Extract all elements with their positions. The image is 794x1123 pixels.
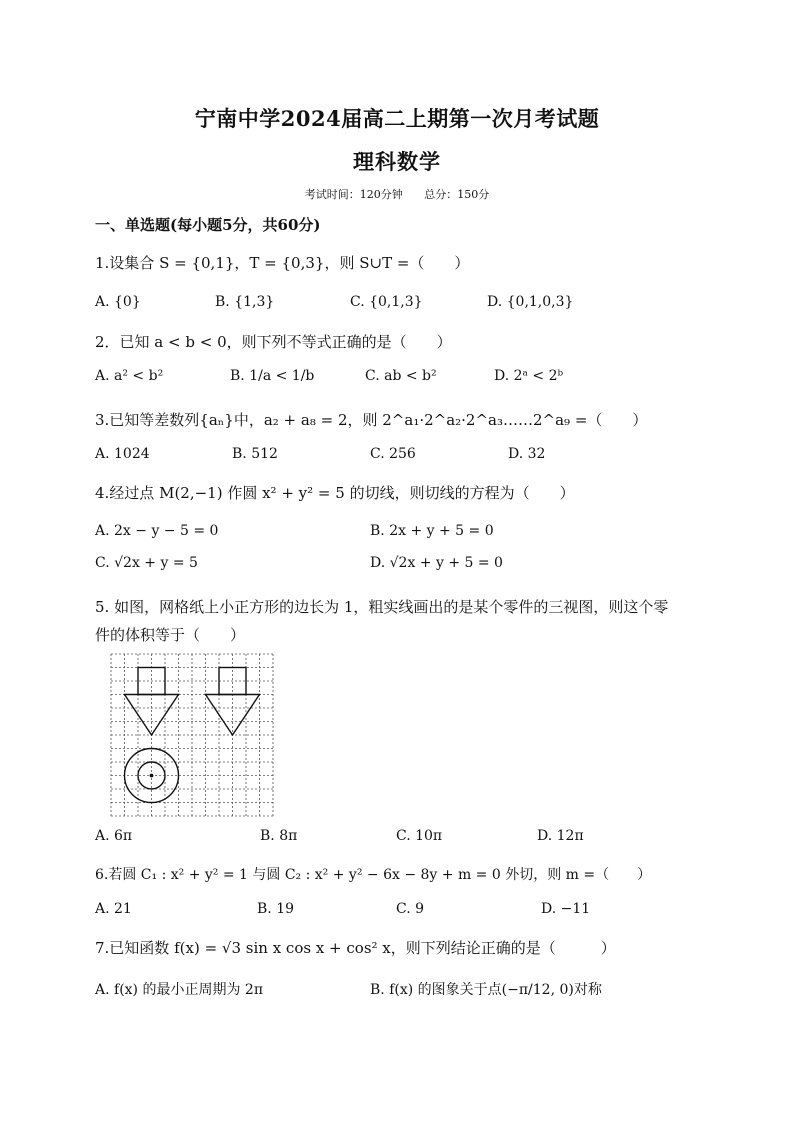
question-4-option-d: D. √2x + y + 5 = 0 (370, 555, 503, 571)
question-4-stem: 4.经过点 M(2,−1) 作圆 x² + y² = 5 的切线，则切线的方程为（ ） (95, 484, 575, 502)
question-2-option-d: D. 2ᵃ < 2ᵇ (494, 368, 564, 384)
question-3-option-b: B. 512 (232, 446, 278, 462)
question-5-stem-line-1: 5. 如图，网格纸上小正方形的边长为 1，粗实线画出的是某个零件的三视图，则这个零 (95, 598, 669, 616)
question-5-option-b: B. 8π (260, 828, 298, 844)
exam-subject: 理科数学 (353, 149, 441, 174)
question-3-option-c: C. 256 (370, 446, 416, 462)
question-1-option-a: A. {0} (95, 294, 141, 310)
question-6-stem: 6.若圆 C₁ : x² + y² = 1 与圆 C₂ : x² + y² − 6x − 8y + m = 0 外切，则 m =（ ） (95, 867, 652, 883)
section-heading: 一、单选题(每小题5分，共60分) (95, 216, 321, 234)
question-2-option-a: A. a² < b² (95, 368, 164, 384)
question-7-option-b: B. f(x) 的图象关于点(−π/12, 0)对称 (370, 982, 602, 998)
question-6-option-c: C. 9 (396, 901, 425, 917)
question-2-stem: 2．已知 a < b < 0，则下列不等式正确的是（ ） (95, 333, 452, 351)
exam-time: 考试时间：120分钟 (304, 188, 403, 201)
question-1-option-b: B. {1,3} (215, 294, 275, 310)
question-4-option-c: C. √2x + y = 5 (95, 555, 198, 571)
question-1-stem: 1.设集合 S = {0,1}，T = {0,3}，则 S∪T =（ ） (95, 254, 470, 272)
question-6-option-a: A. 21 (95, 901, 132, 917)
three-view-diagram (109, 652, 277, 820)
exam-title: 宁南中学2024届高二上期第一次月考试题 (194, 106, 600, 131)
question-1-option-c: C. {0,1,3} (350, 294, 423, 310)
exam-score: 总分：150分 (424, 188, 490, 201)
question-4-option-a: A. 2x − y − 5 = 0 (95, 523, 219, 539)
question-6-option-b: B. 19 (257, 901, 295, 917)
question-4-option-b: B. 2x + y + 5 = 0 (370, 523, 494, 539)
question-5-stem-line-2: 件的体积等于（ ） (95, 626, 246, 644)
front-view (125, 668, 179, 736)
dashed-grid (111, 654, 273, 816)
question-7-stem: 7.已知函数 f(x) = √3 sin x cos x + cos² x，则下列结论正确的是（ ） (95, 939, 616, 957)
question-5-option-a: A. 6π (95, 828, 133, 844)
question-7-option-a: A. f(x) 的最小正周期为 2π (95, 982, 264, 998)
question-2-option-c: C. ab < b² (365, 368, 437, 384)
question-5-option-d: D. 12π (537, 828, 584, 844)
side-view (206, 668, 260, 736)
question-6-option-d: D. −11 (541, 901, 591, 917)
question-3-option-a: A. 1024 (95, 446, 150, 462)
question-2-option-b: B. 1/a < 1/b (230, 368, 315, 384)
question-1-option-d: D. {0,1,0,3} (487, 294, 574, 310)
question-3-option-d: D. 32 (508, 446, 546, 462)
question-5-option-c: C. 10π (396, 828, 443, 844)
question-3-stem: 3.已知等差数列{aₙ}中，a₂ + a₈ = 2，则 2^a₁·2^a₂·2^a₃……2^a₉ =（ ） (95, 411, 648, 429)
exam-meta (0, 186, 794, 202)
